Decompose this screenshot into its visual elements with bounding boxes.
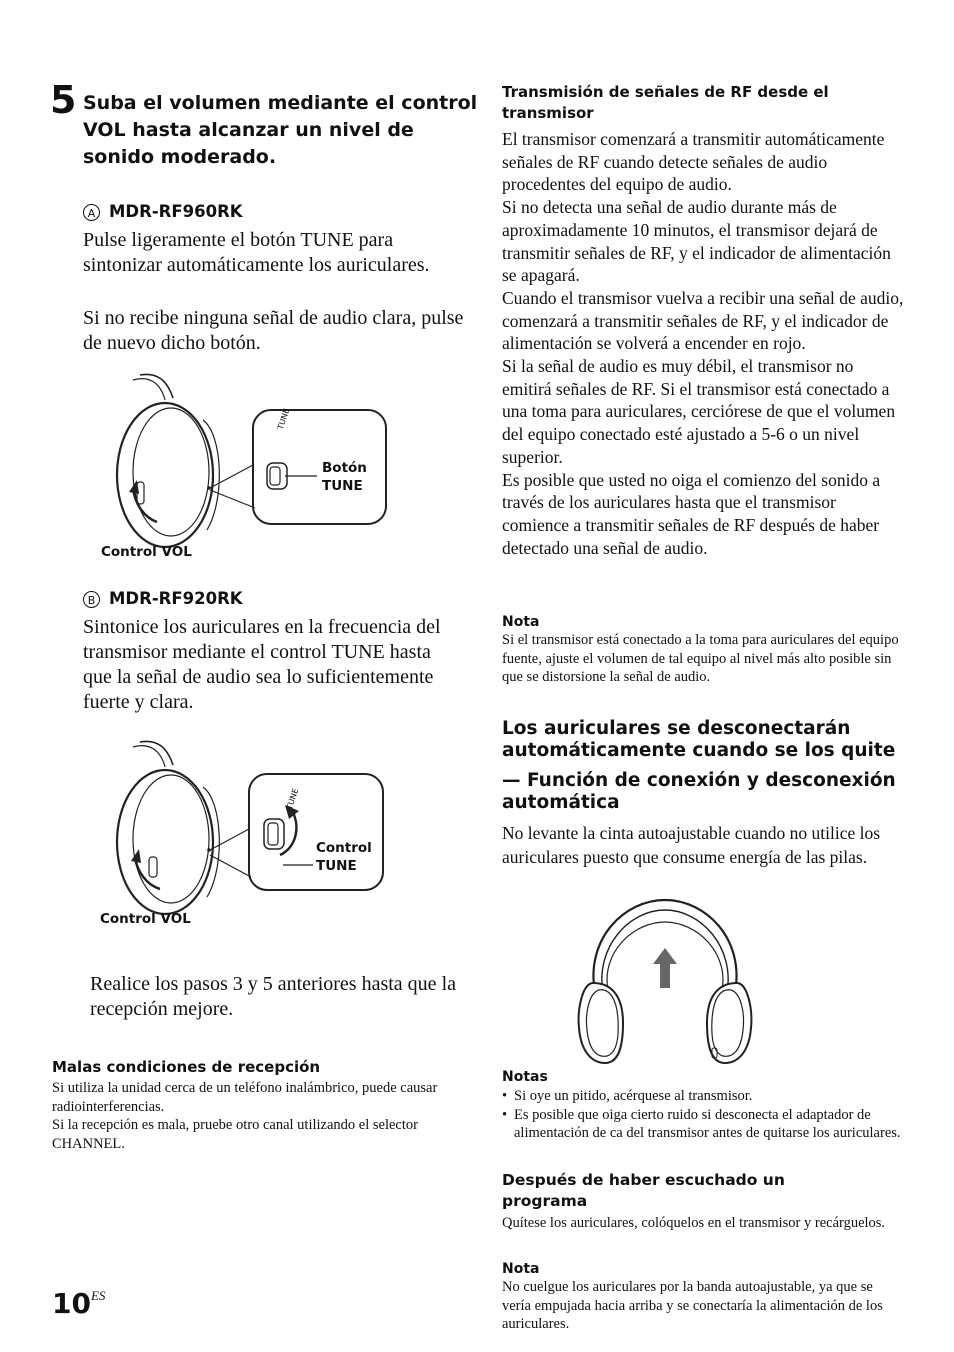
rf-note-text: Si el transmisor está conectado a la toma para auriculares del equipo fuente, ajuste el volumen de tal equipo al nivel más alto posible sin que se distorsione la señal de audio. — [502, 632, 899, 685]
rf-paragraph-4: Si la señal de audio es muy débil, el transmisor no emitirá señales de RF. Si el transmisor está conectado a una toma para auriculares, cerciórese de que el volumen del equipo conectado esté ajustado a 5-6 o un nivel superior. — [502, 356, 896, 467]
tune-small-label-b: TUNE — [285, 787, 301, 811]
auto-text: No levante la cinta autoajustable cuando no utilice los auriculares puesto que consume energía de las pilas. — [502, 823, 881, 867]
malas-text — [52, 1079, 452, 1153]
bullet-2: • — [502, 1106, 508, 1123]
rf-paragraph-3: Cuando el transmisor vuelva a recibir una señal de audio, comenzará a transmitir señales de RF, y el indicador de alimentación se volverá a encender en rojo. — [502, 287, 904, 354]
bullet-1: • — [502, 1088, 508, 1104]
vol-control-label-a: Control VOL — [101, 544, 192, 560]
headphone-rf920-illustration — [105, 737, 395, 902]
despues-heading: Después de haber escuchado un programa — [502, 1171, 785, 1210]
auto-notes-heading: Notas — [502, 1069, 548, 1085]
step-number: 5 — [50, 78, 77, 122]
headphones-lift-illustration — [575, 898, 755, 1068]
rf-body — [502, 128, 904, 559]
tune-button-label-line2: TUNE — [322, 478, 363, 494]
tune-button-label-line1: Botón — [322, 460, 367, 476]
model-a-heading — [83, 201, 243, 223]
despues-text: Quítese los auriculares, colóquelos en el transmisor y recárguelos. — [502, 1215, 886, 1231]
auto-heading-2: — Función de conexión y desconexión automática — [502, 770, 896, 813]
auto-notes-list — [502, 1087, 902, 1143]
model-a-text-1: Pulse ligeramente el botón TUNE para sintonizar automáticamente los auriculares. — [83, 229, 430, 276]
step-title: Suba el volumen mediante el control VOL hasta alcanzar un nivel de sonido moderado. — [83, 92, 478, 168]
page-suffix: ES — [90, 1288, 106, 1303]
auto-note-text-2: Es posible que oiga cierto ruido si desconecta el adaptador de alimentación de ca del transmisor antes de quitarse los auriculares. — [514, 1106, 901, 1141]
model-a-marker: A — [83, 204, 100, 221]
tune-small-label-a: TUNE — [276, 407, 292, 431]
tune-button-label — [322, 459, 367, 495]
malas-p2: Si la recepción es mala, pruebe otro canal utilizando el selector CHANNEL. — [52, 1117, 418, 1152]
despues-note-text: No cuelgue los auriculares por la banda autoajustable, ya que se vería empujada hacia arriba y se conectaría la alimentación de los auriculares. — [502, 1279, 883, 1332]
tune-control-label-line2: TUNE — [316, 858, 357, 874]
model-b-heading — [83, 588, 243, 610]
model-b-text: Sintonice los auriculares en la frecuencia del transmisor mediante el control TUNE hasta que la señal de audio sea lo suficientemente fuerte y clara. — [83, 616, 441, 713]
auto-note-item-2 — [502, 1106, 902, 1143]
rf-note-heading: Nota — [502, 614, 540, 630]
rf-paragraph-5: Es posible que usted no oiga el comienzo del sonido a través de los auriculares hasta que el transmisor comience a transmitir señales de RF después de haber detectado una señal de audio. — [502, 469, 881, 558]
auto-heading-1: Los auriculares se desconectarán automáticamente cuando se los quite — [502, 718, 896, 761]
vol-control-label-b: Control VOL — [100, 911, 191, 927]
model-b-marker: B — [83, 591, 100, 608]
model-b-name: MDR-RF920RK — [109, 589, 243, 608]
rf-paragraph-2: Si no detecta una señal de audio durante más de aproximadamente 10 minutos, el transmisor dejará de transmitir señales de RF, y el indicador de alimentación se apagará. — [502, 197, 891, 286]
malas-heading: Malas condiciones de recepción — [52, 1058, 321, 1076]
headphone-rf960-illustration — [105, 370, 395, 535]
repeat-note: Realice los pasos 3 y 5 anteriores hasta que la recepción mejore. — [90, 973, 456, 1020]
auto-note-text-1: Si oye un pitido, acérquese al transmisor. — [514, 1088, 753, 1104]
tune-control-label — [316, 839, 372, 875]
tune-control-label-line1: Control — [316, 840, 372, 856]
rf-paragraph-1: El transmisor comenzará a transmitir automáticamente señales de RF cuando detecte señales de audio procedentes del equipo de audio. — [502, 129, 885, 195]
despues-note-heading: Nota — [502, 1261, 540, 1277]
model-a-text-2: Si no recibe ninguna señal de audio clara, pulse de nuevo dicho botón. — [83, 307, 464, 354]
auto-note-item-1 — [502, 1087, 902, 1106]
page-number — [52, 1286, 105, 1322]
model-a-name: MDR-RF960RK — [109, 202, 243, 221]
rf-heading: Transmisión de señales de RF desde el transmisor — [502, 83, 829, 122]
malas-p1: Si utiliza la unidad cerca de un teléfono inalámbrico, puede causar radiointerferencias. — [52, 1080, 438, 1115]
page-number-value: 10 — [52, 1287, 91, 1320]
